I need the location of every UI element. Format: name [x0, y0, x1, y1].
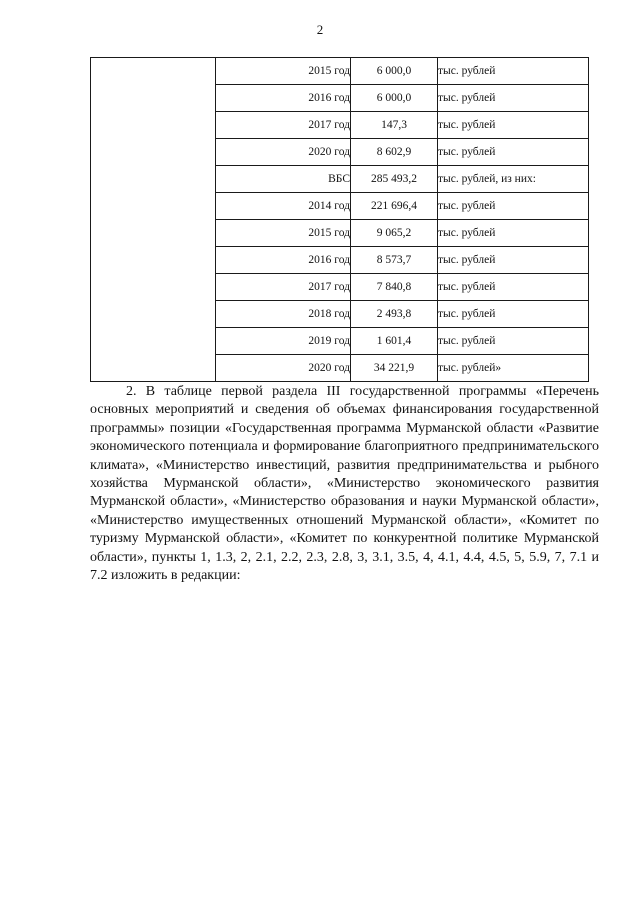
unit-cell: тыс. рублей — [438, 328, 589, 355]
table-row — [91, 58, 589, 85]
unit-cell: тыс. рублей — [438, 193, 589, 220]
unit-cell: тыс. рублей, из них: — [438, 166, 589, 193]
page-number: 2 — [316, 22, 324, 37]
year-cell: 2014 год — [216, 193, 351, 220]
amount-cell: 8 602,9 — [351, 139, 438, 166]
year-cell: 2016 год — [216, 85, 351, 112]
year-cell: 2017 год — [216, 274, 351, 301]
empty-label-cell — [91, 58, 216, 382]
unit-cell: тыс. рублей — [438, 139, 589, 166]
unit-cell: тыс. рублей — [438, 301, 589, 328]
funding-table — [90, 57, 589, 382]
amount-cell: 8 573,7 — [351, 247, 438, 274]
amount-cell: 34 221,9 — [351, 355, 438, 382]
year-cell: 2016 год — [216, 247, 351, 274]
year-cell: 2018 год — [216, 301, 351, 328]
amount-cell: 221 696,4 — [351, 193, 438, 220]
amendment-paragraph: 2. В таблице первой раздела III государственной программы «Перечень основных мероприятий и сведения об объемах финансирования государственной программы» позиции «Государственная программа Мурманской области «Развитие экономического потенциала и формирование благоприятного предпринимательского климата», «Министерство инвестиций, развития предпринимательства и рыбного хозяйства Мурманской области», «Министерство экономического развития Мурманской области», «Министерство образования и науки Мурманской области», «Министерство имущественных отношений Мурманской области», «Комитет по туризму Мурманской области», «Комитет по конкурентной политике Мурманской области», пункты 1, 1.3, 2, 2.1, 2.2, 2.3, 2.8, 3, 3.1, 3.5, 4, 4.1, 4.4, 4.5, 5, 5.9, 7, 7.1 и 7.2 изложить в редакции: — [90, 384, 599, 584]
year-cell: ВБС — [216, 166, 351, 193]
year-cell: 2019 год — [216, 328, 351, 355]
unit-cell: тыс. рублей — [438, 247, 589, 274]
year-cell: 2017 год — [216, 112, 351, 139]
year-cell: 2020 год — [216, 139, 351, 166]
amount-cell: 6 000,0 — [351, 85, 438, 112]
amount-cell: 1 601,4 — [351, 328, 438, 355]
amount-cell: 7 840,8 — [351, 274, 438, 301]
year-cell: 2015 год — [216, 58, 351, 85]
unit-cell: тыс. рублей — [438, 58, 589, 85]
amount-cell: 9 065,2 — [351, 220, 438, 247]
amount-cell: 147,3 — [351, 112, 438, 139]
unit-cell: тыс. рублей» — [438, 355, 589, 382]
unit-cell: тыс. рублей — [438, 220, 589, 247]
unit-cell: тыс. рублей — [438, 274, 589, 301]
year-cell: 2020 год — [216, 355, 351, 382]
year-cell: 2015 год — [216, 220, 351, 247]
unit-cell: тыс. рублей — [438, 112, 589, 139]
unit-cell: тыс. рублей — [438, 85, 589, 112]
amount-cell: 6 000,0 — [351, 58, 438, 85]
amount-cell: 285 493,2 — [351, 166, 438, 193]
amount-cell: 2 493,8 — [351, 301, 438, 328]
